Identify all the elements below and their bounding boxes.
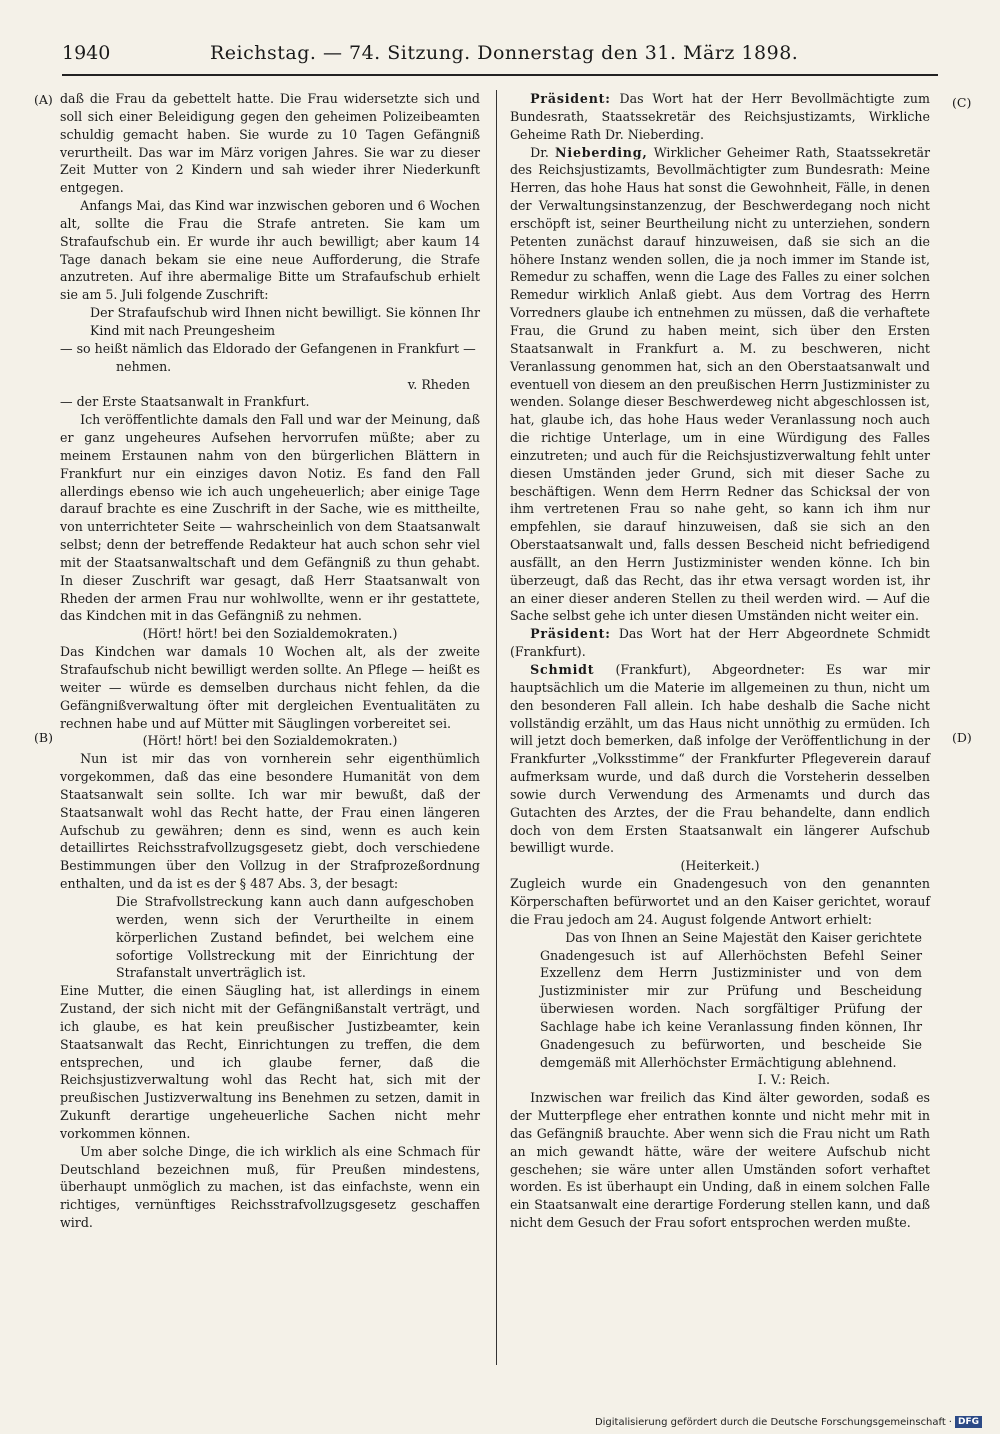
running-title: Reichstag. — 74. Sitzung. Donnerstag den 31. März 1898. xyxy=(210,42,799,64)
paragraph: Dr. Nieberding, Wirklicher Geheimer Rath, Staatssekretär des Reichsjustizamts, Bevollmächtigter zum Bundesrath: Meine Herren, das hohe Haus hat sonst die Gewohnheit, Fälle, in denen der Verwaltungsinstanzenzug, der Beschwerdegang noch nicht erschöpft ist, seiner Beurtheilung nicht zu unterziehen, sondern Petenten zunächst darauf hinzuweisen, daß sie sich an die höhere Instanz wenden sollen, die ja noch immer im Stande ist, Remedur zu schaffen, wenn die Lage des Falles zu einer solchen Remedur wirklich Anlaß giebt. Aus dem Vortrag des Herrn Vorredners glaube ich entnehmen zu müssen, daß die verhaftete Frau, die Grund zu haben meint, sich über den Ersten Staatsanwalt in Frankfurt a. M. zu beschweren, nicht Veranlassung genommen hat, sich an den Oberstaatsanwalt und eventuell von diesem an den preußischen Herrn Justizminister zu wenden. Solange dieser Beschwerdeweg nicht abgeschlossen ist, hat, glaube ich, das hohe Haus weder Veranlassung noch auch die richtige Unterlage, um in eine Würdigung des Falles einzutreten; und auch für die Reichsjustizverwaltung fehlt unter diesen Umständen jeder Grund, sich mit dieser Sache zu beschäftigen. Wenn dem Herrn Redner das Schicksal der von ihm vertretenen Frau so nahe geht, so kann ich ihm nur empfehlen, sie darauf hinzuweisen, daß sie sich an den Oberstaatsanwalt und, falls dessen Bescheid nicht befriedigend ausfällt, an den Herrn Justizminister wenden könne. Ich bin überzeugt, daß das Recht, das ihr etwa versagt worden ist, ihr an einer dieser anderen Stellen zu theil werden wird. — Auf die Sache selbst gehe ich unter diesen Umständen nicht weiter ein. xyxy=(510,144,930,624)
paragraph: Eine Mutter, die einen Säugling hat, ist allerdings in einem Zustand, der sich nicht mit der Gefängnißanstalt verträgt, und ich glaube, es hat kein preußischer Justizbeamter, kein Staatsanwalt das Recht, Einrichtungen zu treffen, die dem entsprechen, und ich glaube ferner, daß die Reichsjustizverwaltung wohl das Recht hat, sich mit der preußischen Justizverwaltung ins Benehmen zu setzen, damit in Zukunft derartige ungeheuerliche Sachen nicht mehr vorkommen können. xyxy=(60,983,480,1141)
speaker-name: Schmidt xyxy=(530,662,595,677)
paragraph: Anfangs Mai, das Kind war inzwischen geboren und 6 Wochen alt, sollte die Frau die Strafe antreten. Sie kam um Strafaufschub ein. Er wurde ihr auch bewilligt; aber kaum 14 Tage danach bekam sie eine neue Aufforderung, die Strafe anzutreten. Auf ihre abermalige Bitte um Strafaufschub erhielt sie am 5. Juli folgende Zuschrift: xyxy=(60,198,480,303)
paragraph: Schmidt (Frankfurt), Abgeordneter: Es war mir hauptsächlich um die Materie im allgemeinen zu thun, nicht um den besonderen Fall allein. Ich habe deshalb die Sache nicht vollständig erzählt, um das Haus nicht unnöthig zu ermüden. Ich will jetzt doch bemerken, daß infolge der Veröffentlichung in der Frankfurter „Volksstimme“ der Frankfurter Pflegeverein darauf aufmerksam wurde, und daß durch die Vorsteherin desselben sowie durch Verwendung des Armenamts und durch das Gutachten des Arztes, der die Frau behandelte, dann endlich doch von dem Ersten Staatsanwalt ein längerer Aufschub bewilligt wurde. xyxy=(510,662,930,856)
credit-text: Digitalisierung gefördert durch die Deutsche Forschungsgemeinschaft xyxy=(594,1416,946,1428)
margin-marker-d: (D) xyxy=(952,730,972,745)
paragraph: daß die Frau da gebettelt hatte. Die Frau widersetzte sich und soll sich einer Beleidigung gegen den geheimen Polizeibeamten schuldig gemacht haben. Sie wurde zu 10 Tagen Gefängniß verurtheilt. Das war im März vorigen Jahres. Sie war zu dieser Zeit Mutter von 2 Kindern und sah wieder ihrer Niederkunft entgegen. xyxy=(60,91,480,196)
quotation: Der Strafaufschub wird Ihnen nicht bewilligt. Sie können Ihr Kind mit nach Preungesheim xyxy=(90,305,480,338)
interjection: (Hört! hört! bei den Sozialdemokraten.) xyxy=(142,733,398,749)
paragraph: Um aber solche Dinge, die ich wirklich als eine Schmach für Deutschland bezeichnen muß, für Preußen mindestens, überhaupt unmöglich zu machen, ist das einfachste, wenn ein richtiges, vernünftiges Reichsstrafvollzugsgesetz geschaffen wird. xyxy=(60,1143,480,1231)
page-header xyxy=(62,42,938,76)
interjection: (Hört! hört! bei den Sozialdemokraten.) xyxy=(142,626,398,642)
paragraph: Präsident: Das Wort hat der Herr Bevollmächtigte zum Bundesrath, Staatssekretär des Reichsjustizamts, Wirkliche Geheime Rath Dr. Nieberding. xyxy=(510,91,930,142)
column-divider xyxy=(496,90,497,1365)
signature: v. Rheden xyxy=(407,376,470,392)
quotation: Die Strafvollstreckung kann auch dann aufgeschoben werden, wenn sich der Verurtheilte in einem körperlichen Zustand befindet, bei welchem eine sofortige Vollstreckung mit der Einrichtung der Strafanstalt unverträglich ist. xyxy=(116,893,474,981)
speaker-name: Präsident: xyxy=(530,91,611,106)
left-column xyxy=(60,90,480,1232)
quotation-end: nehmen. xyxy=(116,358,172,374)
page-number: 1940 xyxy=(62,42,111,64)
paragraph: Zugleich wurde ein Gnadengesuch von den genannten Körperschaften befürwortet und an den Kaiser gerichtet, worauf die Frau jedoch am 24. August folgende Antwort erhielt: xyxy=(510,876,930,927)
paragraph: Ich veröffentlichte damals den Fall und war der Meinung, daß er ganz ungeheures Aufsehen hervorrufen müßte; aber zu meinem Erstaunen nahm von den bürgerlichen Blättern in Frankfurt nur ein einziges davon Notiz. Es fand den Fall allerdings ebenso wie ich auch ungeheuerlich; aber einige Tage darauf brachte es eine Zuschrift in der Sache, wie es mittheilte, von unterrichteter Seite — wahrscheinlich von dem Staatsanwalt selbst; denn der betreffende Redakteur hat auch schon sehr viel mit der Staatsanwaltschaft und dem Gefängniß zu thun gehabt. In dieser Zuschrift war gesagt, daß Herr Staatsanwalt von Rheden der armen Frau nur wohlwollte, wenn er ihr gestattete, das Kindchen mit in das Gefängniß zu nehmen. xyxy=(60,412,480,624)
margin-marker-b: (B) xyxy=(34,730,53,745)
speaker-name: Nieberding, xyxy=(555,144,648,160)
paragraph: Inzwischen war freilich das Kind älter geworden, sodaß es der Mutterpflege eher entrathen konnte und nicht mehr mit in das Gefängniß brauchte. Aber wenn sich die Frau nicht um Rath an mich gewandt hätte, wäre der weitere Aufschub nicht geschehen; sie wäre unter allen Umständen sofort verhaftet worden. Es ist überhaupt ein Unding, daß in einem solchen Falle ein Staatsanwalt eine derartige Forderung stellen kann, und daß nicht dem Gesuch der Frau sofort entsprochen werden mußte. xyxy=(510,1090,930,1231)
paragraph: Das Kindchen war damals 10 Wochen alt, als der zweite Strafaufschub nicht bewilligt werden sollte. An Pflege — heißt es weiter — würde es demselben durchaus nicht fehlen, da die Gefängnißverwaltung öfter mit dergleichen Eventualitäten zu rechnen habe und auf Mütter mit Säuglingen vorbereitet sei. xyxy=(60,644,480,731)
paragraph: Nun ist mir das von vornherein sehr eigenthümlich vorgekommen, daß das eine besondere Humanität von dem Staatsanwalt sein sollte. Ich war mir bewußt, daß der Staatsanwalt wohl das Recht hatte, der Frau einen längeren Aufschub zu gewähren; denn es sind, wenn es auch kein detaillirtes Reichsstrafvollzugsgesetz giebt, doch verschiedene Bestimmungen über den Vollzug in der Strafprozeßordnung enthalten, und da ist es der § 487 Abs. 3, der besagt: xyxy=(60,751,480,892)
quotation: Das von Ihnen an Seine Majestät den Kaiser gerichtete Gnadengesuch ist auf Allerhöchsten Befehl Seiner Exzellenz dem Herrn Justizminister und von dem Justizminister mir zur Prüfung und Bescheidung überwiesen worden. Nach sorgfältiger Prüfung der Sachlage habe ich keine Veranlassung finden können, Ihr Gnadengesuch zu befürworten, und bescheide Sie demgemäß mit Allerhöchster Ermächtigung ablehnend. xyxy=(540,929,922,1070)
interjection: (Heiterkeit.) xyxy=(680,858,760,874)
quotation-aside: — so heißt nämlich das Eldorado der Gefangenen in Frankfurt — xyxy=(60,340,476,356)
right-column xyxy=(510,90,930,1232)
margin-marker-c: (C) xyxy=(952,95,972,110)
dfg-logo: DFG xyxy=(955,1416,982,1428)
digitization-credit: Digitalisierung gefördert durch die Deutsche Forschungsgemeinschaft · DFG xyxy=(595,1416,982,1428)
signature: I. V.: Reich. xyxy=(757,1072,830,1088)
speaker-name: Präsident: xyxy=(530,626,611,642)
paragraph: Präsident: Das Wort hat der Herr Abgeordnete Schmidt (Frankfurt). xyxy=(510,626,930,660)
paragraph: — der Erste Staatsanwalt in Frankfurt. xyxy=(60,394,310,410)
margin-marker-a: (A) xyxy=(34,92,53,107)
